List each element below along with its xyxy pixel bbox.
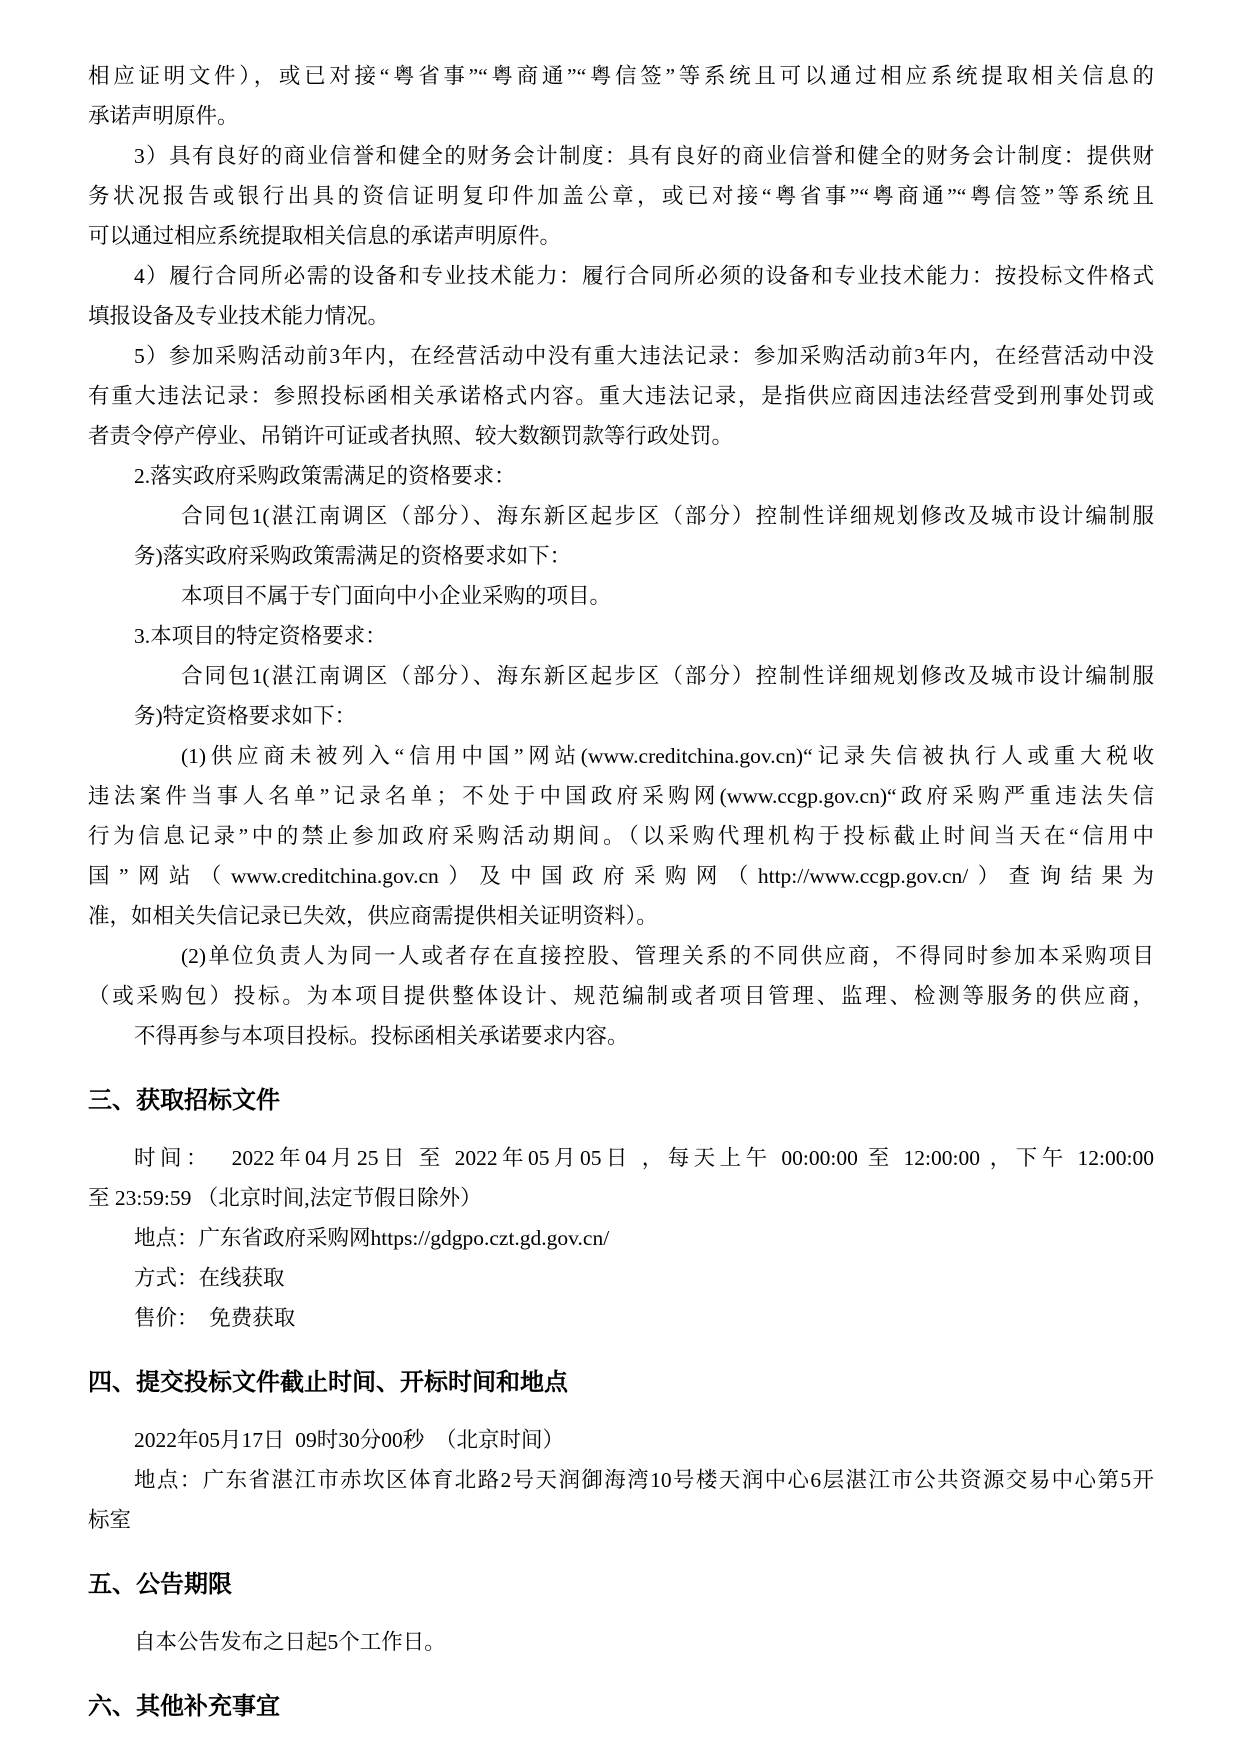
text-line: (2)单位负责人为同一人或者存在直接控股、管理关系的不同供应商，不得同时参加本采购项目 bbox=[181, 944, 1154, 968]
text-line: （或采购包）投标。为本项目提供整体设计、规范编制或者项目管理、监理、检测等服务的供应商， bbox=[88, 984, 1154, 1008]
document-body bbox=[88, 56, 1154, 1724]
text-line: 2.落实政府采购政策需满足的资格要求： bbox=[134, 464, 516, 488]
text-line: 至 23:59:59 （北京时间,法定节假日除外） bbox=[88, 1186, 482, 1210]
text-line: 本项目不属于专门面向中小企业采购的项目。 bbox=[181, 584, 612, 608]
text-line: 标室 bbox=[88, 1508, 132, 1532]
section-heading: 六、其他补充事宜 bbox=[88, 1693, 280, 1720]
text-line: (1)供应商未被列入“信用中国”网站(www.creditchina.gov.cn)“记录失信被执行人或重大税收 bbox=[181, 744, 1154, 768]
text-line: 行为信息记录”中的禁止参加政府采购活动期间。（以采购代理机构于投标截止时间当天在“信用中 bbox=[88, 824, 1154, 848]
section-heading: 四、提交投标文件截止时间、开标时间和地点 bbox=[88, 1369, 568, 1396]
text-line: 自本公告发布之日起5个工作日。 bbox=[134, 1630, 446, 1654]
text-line: 有重大违法记录：参照投标函相关承诺格式内容。重大违法记录，是指供应商因违法经营受到刑事处罚或 bbox=[88, 384, 1154, 408]
text-line: 2022年05月17日 09时30分00秒 （北京时间） bbox=[134, 1428, 565, 1452]
text-line: 务状况报告或银行出具的资信证明复印件加盖公章，或已对接“粤省事”“粤商通”“粤信签”等系统且 bbox=[88, 184, 1154, 208]
section-heading: 五、公告期限 bbox=[88, 1571, 232, 1598]
text-line: 3.本项目的特定资格要求： bbox=[134, 624, 387, 648]
text-line: 违法案件当事人名单”记录名单；不处于中国政府采购网(www.ccgp.gov.cn)“政府采购严重违法失信 bbox=[88, 784, 1154, 808]
text-line: 地点：广东省湛江市赤坎区体育北路2号天润御海湾10号楼天润中心6层湛江市公共资源交易中心第5开 bbox=[134, 1468, 1154, 1492]
text-line: 者责令停产停业、吊销许可证或者执照、较大数额罚款等行政处罚。 bbox=[88, 424, 734, 448]
text-line: 地点：广东省政府采购网https://gdgpo.czt.gd.gov.cn/ bbox=[134, 1226, 610, 1250]
text-line: 方式：在线获取 bbox=[134, 1266, 285, 1290]
text-line: 合同包1(湛江南调区（部分）、海东新区起步区（部分）控制性详细规划修改及城市设计编制服 bbox=[181, 504, 1154, 528]
text-line: 准，如相关失信记录已失效，供应商需提供相关证明资料）。 bbox=[88, 904, 658, 928]
text-line: 合同包1(湛江南调区（部分）、海东新区起步区（部分）控制性详细规划修改及城市设计编制服 bbox=[181, 664, 1154, 688]
text-line: 5）参加采购活动前3年内，在经营活动中没有重大违法记录：参加采购活动前3年内，在经营活动中没 bbox=[134, 344, 1154, 368]
text-line: 相应证明文件），或已对接“粤省事”“粤商通”“粤信签”等系统且可以通过相应系统提取相关信息的 bbox=[88, 64, 1154, 88]
text-line: 国”网站（www.creditchina.gov.cn）及中国政府采购网（http://www.ccgp.gov.cn/）查询结果为 bbox=[88, 864, 1154, 888]
text-line: 务)特定资格要求如下： bbox=[134, 704, 357, 728]
text-line: 不得再参与本项目投标。投标函相关承诺要求内容。 bbox=[134, 1024, 629, 1048]
text-line: 时间： 2022年04月25日 至 2022年05月05日 ，每天上午 00:00:00 至 12:00:00 ，下午 12:00:00 bbox=[134, 1146, 1154, 1170]
text-line: 可以通过相应系统提取相关信息的承诺声明原件。 bbox=[88, 224, 562, 248]
text-line: 承诺声明原件。 bbox=[88, 104, 239, 128]
text-line: 3）具有良好的商业信誉和健全的财务会计制度：具有良好的商业信誉和健全的财务会计制度：提供财 bbox=[134, 144, 1154, 168]
text-line: 4）履行合同所必需的设备和专业技术能力：履行合同所必须的设备和专业技术能力：按投标文件格式 bbox=[134, 264, 1154, 288]
section-heading: 三、获取招标文件 bbox=[88, 1087, 280, 1114]
text-line: 务)落实政府采购政策需满足的资格要求如下： bbox=[134, 544, 572, 568]
text-line: 填报设备及专业技术能力情况。 bbox=[88, 304, 390, 328]
text-line: 售价： 免费获取 bbox=[134, 1306, 296, 1330]
